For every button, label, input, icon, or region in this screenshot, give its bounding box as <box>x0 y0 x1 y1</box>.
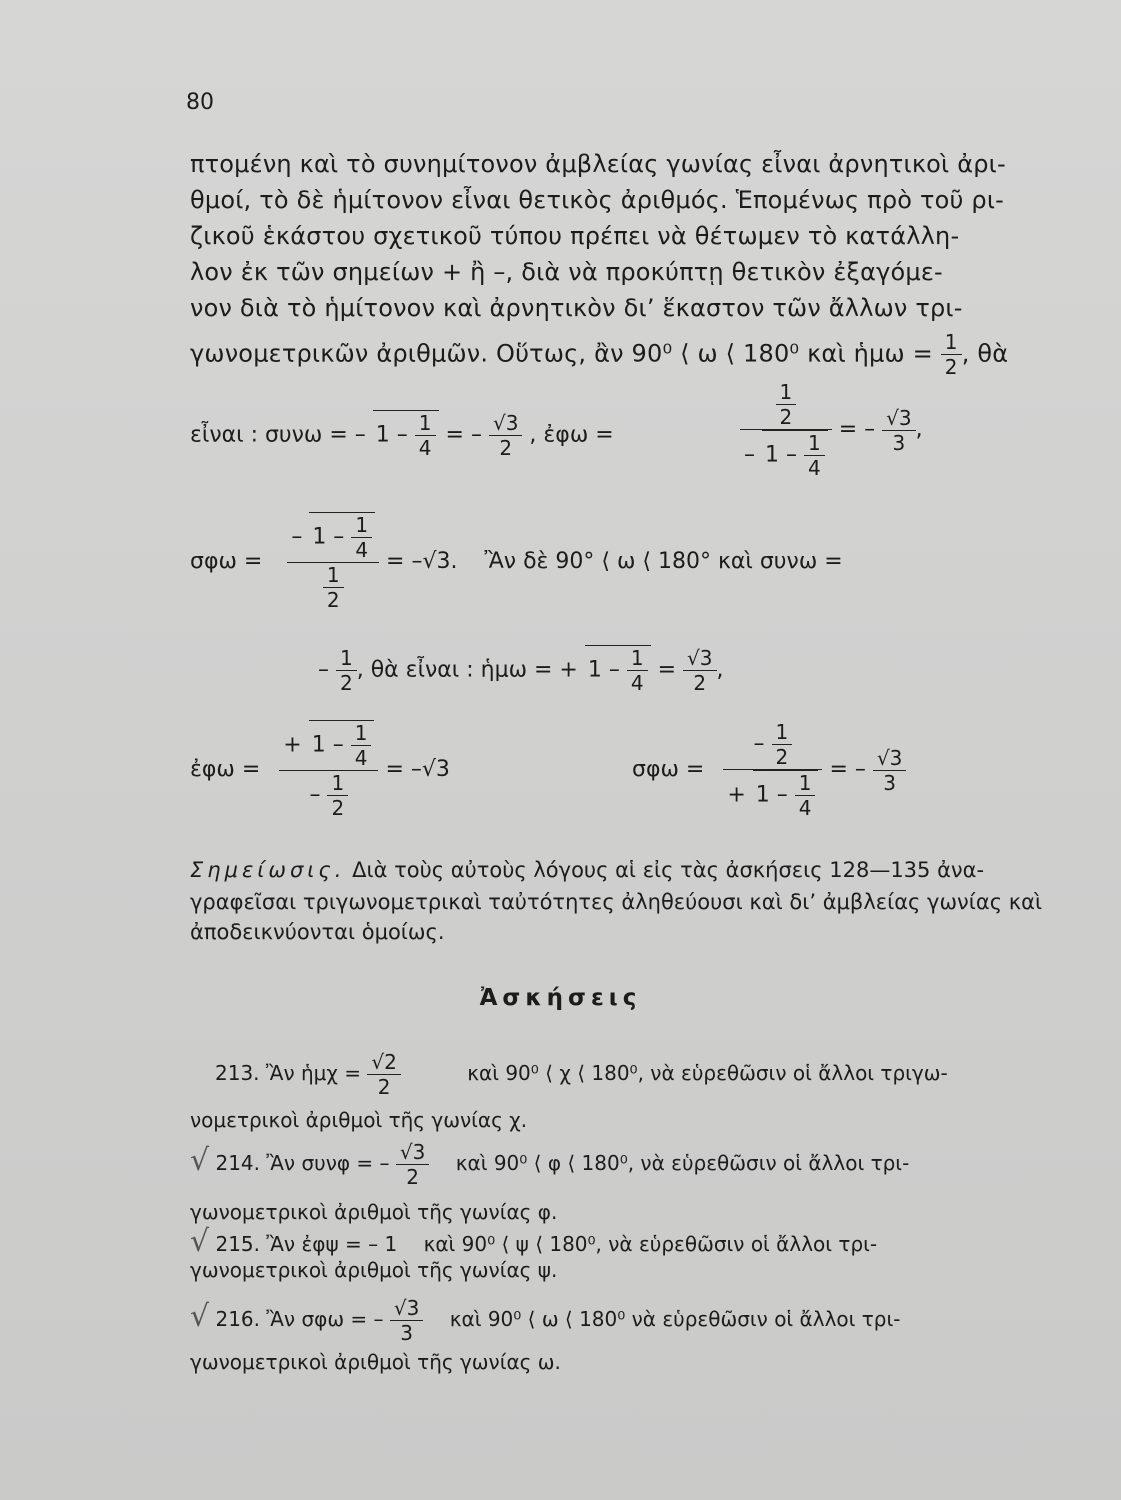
note-line: γραφεῖσαι τριγωνομετρικαὶ ταὐτότητες ἀληθεύουσι καὶ δι’ ἀμβλείας γωνίας καὶ <box>190 890 1043 914</box>
exercise-continuation: γωνομετρικοὶ ἀριθμοὶ τῆς γωνίας ψ. <box>190 1258 558 1282</box>
eq2-result: = –√3. <box>386 549 458 574</box>
fraction-sqrt3-over-2 <box>683 646 716 695</box>
denominator: 2 <box>406 1165 419 1189</box>
numerator: 1 <box>776 380 797 405</box>
eq1-tail: = – <box>838 417 876 442</box>
note-title: Σημείωσις. <box>190 858 346 882</box>
equation-cot <box>190 512 843 612</box>
exercise-text: καὶ 90⁰ ⟨ χ ⟨ 180⁰, νὰ εὑρεθῶσιν οἱ ἄλλοι τριγω- <box>467 1061 948 1085</box>
sqrt-body: 1 – <box>755 782 788 808</box>
numerator: √3 <box>873 746 906 771</box>
numerator <box>287 512 379 563</box>
exercise-lead: 214. Ἂν συνφ = – <box>215 1151 390 1175</box>
fraction-quarter <box>415 411 436 460</box>
denominator: 4 <box>630 671 644 695</box>
denominator <box>723 770 822 820</box>
eq4-cot-equals: = – <box>829 757 866 782</box>
minus-sign: – <box>753 731 765 757</box>
compound-fraction <box>740 380 832 480</box>
numerator: 1 <box>351 513 372 538</box>
denominator: 4 <box>354 746 368 770</box>
minus-sign: – <box>309 782 321 808</box>
sqrt-body: 1 – <box>375 422 408 448</box>
comma: , <box>716 657 724 683</box>
denominator: 2 <box>779 405 793 429</box>
exercise-lead: 216. Ἂν σφω = – <box>215 1307 384 1331</box>
equation-cos-tan <box>190 410 614 460</box>
minus-sign: – <box>291 524 303 550</box>
numerator <box>740 380 832 430</box>
numerator: 1 <box>804 431 825 456</box>
fraction-half <box>776 380 797 429</box>
numerator: √3 <box>396 1140 429 1165</box>
eq2-lead: σφω = <box>190 549 263 574</box>
numerator: √2 <box>367 1050 400 1075</box>
exercises-heading: Ἀσκήσεις <box>479 985 642 1011</box>
denominator: 2 <box>326 588 340 612</box>
eq1-lead: εἶναι : συνω = – <box>190 422 366 448</box>
numerator: 1 <box>351 721 372 746</box>
fraction-half <box>772 720 793 769</box>
exercise-text: καὶ 90⁰ ⟨ ψ ⟨ 180⁰, νὰ εὑρεθῶσιν οἱ ἄλλοι τρι- <box>423 1232 878 1256</box>
numerator: 1 <box>795 771 816 796</box>
fraction-quarter <box>351 513 372 562</box>
numerator: 1 <box>772 720 793 745</box>
plus-sign: + <box>283 732 302 758</box>
numerator <box>723 720 822 770</box>
fraction-quarter <box>351 721 372 770</box>
denominator: 2 <box>693 671 707 695</box>
exercise-fraction <box>396 1140 429 1189</box>
eq4-tan-lead: ἐφω = <box>190 757 261 782</box>
denominator: 2 <box>331 796 345 820</box>
note-text: Διὰ τοὺς αὐτοὺς λόγους αἱ εἰς τὰς ἀσκήσεις 128—135 ἀνα- <box>352 858 985 882</box>
denominator: 4 <box>798 796 812 820</box>
check-mark-icon: √ <box>190 1299 210 1334</box>
fraction-half <box>323 563 344 612</box>
exercise-lead: 215. Ἂν ἐφψ = – 1 <box>215 1232 398 1256</box>
numerator: 1 <box>327 771 348 796</box>
note-line <box>190 858 984 882</box>
denominator: 2 <box>944 355 958 379</box>
denominator: 3 <box>883 770 897 795</box>
sqrt-expression <box>762 430 828 480</box>
numerator: √3 <box>390 1296 423 1321</box>
sqrt-body: 1 – <box>312 524 345 550</box>
fraction-quarter <box>795 771 816 820</box>
plus-sign: + <box>727 782 746 808</box>
check-mark-icon: √ <box>190 1224 210 1259</box>
compound-fraction <box>287 512 379 612</box>
denominator: 2 <box>499 436 513 460</box>
fraction-sqrt3-over-3 <box>882 406 915 455</box>
body-line: λον ἐκ τῶν σημείων + ἢ –, διὰ νὰ προκύπτῃ θετικὸν ἐξαγόμε- <box>190 258 943 286</box>
fraction-half <box>327 771 348 820</box>
exercise-continuation: γωνομετρικοὶ ἀριθμοὶ τῆς γωνίας ω. <box>190 1350 561 1374</box>
numerator: 1 <box>415 411 436 436</box>
equation-tan-fraction <box>740 380 923 480</box>
comma: , <box>915 417 923 442</box>
numerator: 1 <box>336 646 357 671</box>
denominator: 2 <box>377 1075 391 1099</box>
sqrt-expression <box>585 645 651 695</box>
sqrt-expression <box>309 512 375 562</box>
check-mark-icon: √ <box>190 1143 210 1178</box>
sqrt-body: 1 – <box>311 732 344 758</box>
eq4-tan-result: = –√3 <box>385 757 450 782</box>
numerator: √3 <box>683 646 716 671</box>
sqrt-body: 1 – <box>587 657 620 683</box>
numerator <box>279 720 378 771</box>
body-line-with-fraction <box>190 330 1008 379</box>
denominator: 3 <box>400 1321 413 1345</box>
numerator: √3 <box>882 406 915 431</box>
numerator: √3 <box>489 411 522 436</box>
note-line: ἀποδεικνύονται ὁμοίως. <box>190 920 445 944</box>
sqrt-expression <box>753 770 819 820</box>
minus-sign: – <box>744 442 755 468</box>
body-line: νον διὰ τὸ ἡμίτονον καὶ ἀρνητικὸν δι’ ἕκαστον τῶν ἄλλων τρι- <box>190 294 963 322</box>
compound-fraction <box>723 720 822 820</box>
exercise-213 <box>215 1050 948 1099</box>
sqrt-expression <box>309 720 375 770</box>
exercise-lead: 213. Ἂν ἡμχ = <box>215 1061 362 1085</box>
equation-cot-2 <box>632 720 906 820</box>
exercise-text: καὶ 90⁰ ⟨ ω ⟨ 180⁰ νὰ εὑρεθῶσιν οἱ ἄλλοι τρι- <box>449 1307 901 1331</box>
exercise-continuation: νομετρικοὶ ἀριθμοὶ τῆς γωνίας χ. <box>190 1108 528 1132</box>
fraction-quarter <box>627 646 648 695</box>
line6-end: , θὰ <box>961 339 1009 368</box>
body-line: ζικοῦ ἑκάστου σχετικοῦ τύπου πρέπει νὰ θέτωμεν τὸ κατάλλη- <box>190 222 960 250</box>
exercise-214 <box>190 1140 909 1189</box>
denominator <box>287 563 379 612</box>
fraction-quarter <box>804 431 825 480</box>
exercise-216 <box>190 1296 901 1345</box>
fraction-half <box>941 330 962 379</box>
numerator: 1 <box>941 330 962 355</box>
equals: = <box>657 657 677 683</box>
page-number: 80 <box>186 90 214 115</box>
sqrt-expression <box>373 410 439 460</box>
equation-sin <box>318 645 724 695</box>
numerator: 1 <box>323 563 344 588</box>
body-line: πτομένη καὶ τὸ συνημίτονον ἀμβλείας γωνίας εἶναι ἀρνητικοὶ ἀρι- <box>190 150 1006 178</box>
compound-fraction <box>279 720 378 820</box>
exercise-fraction <box>367 1050 400 1099</box>
exercise-fraction <box>390 1296 423 1345</box>
denominator: 4 <box>418 436 432 460</box>
exercise-215 <box>190 1224 877 1259</box>
exercise-text: καὶ 90⁰ ⟨ φ ⟨ 180⁰, νὰ εὑρεθῶσιν οἱ ἄλλοι τρι- <box>455 1151 910 1175</box>
body-line: θμοί, τὸ δὲ ἡμίτονον εἶναι θετικὸς ἀριθμός. Ἑπομένως πρὸ τοῦ ρι- <box>190 186 1005 214</box>
line6-text: γωνομετρικῶν ἀριθμῶν. Οὕτως, ἂν 90⁰ ⟨ ω ⟨ 180⁰ καὶ ἡμω = <box>190 339 933 368</box>
minus-sign: – <box>318 657 329 683</box>
eq1-tan: , ἐφω = <box>529 422 614 448</box>
fraction-sqrt3-over-2 <box>489 411 522 460</box>
fraction-sqrt3-over-3 <box>873 746 906 795</box>
sqrt-body: 1 – <box>765 442 797 468</box>
denominator: 4 <box>355 538 369 562</box>
denominator <box>279 771 378 820</box>
denominator: 3 <box>892 430 906 455</box>
eq3-text: , θὰ εἶναι : ἡμω = + <box>356 657 578 683</box>
denominator: 4 <box>808 456 821 480</box>
equation-tan-2 <box>190 720 450 820</box>
fraction-half <box>336 646 357 695</box>
eq1-equals: = – <box>445 422 482 448</box>
exercise-continuation: γωνομετρικοὶ ἀριθμοὶ τῆς γωνίας φ. <box>190 1200 558 1224</box>
numerator: 1 <box>627 646 648 671</box>
denominator <box>740 430 832 480</box>
denominator: 2 <box>340 671 353 695</box>
denominator: 2 <box>775 745 789 769</box>
eq4-cot-lead: σφω = <box>632 757 705 782</box>
eq2-text: Ἂν δὲ 90° ⟨ ω ⟨ 180° καὶ συνω = <box>484 549 843 574</box>
